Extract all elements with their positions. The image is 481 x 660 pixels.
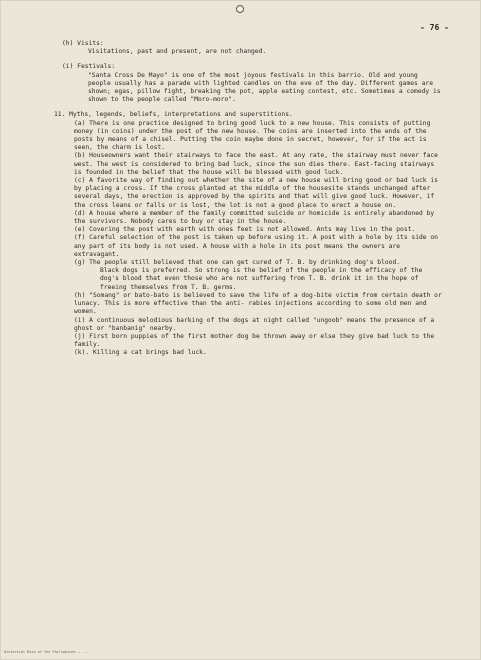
belief-paragraph-i: (i) A continuous melodious barking of the dogs at night called "ungoob" means the presence of a ghost or "banbanig" nearby.: [74, 316, 438, 332]
belief-paragraph-e: (e) Covering the post with earth with ones feet is not allowed. Ants may live in the post.: [74, 226, 416, 234]
section-heading: (i) Festivals:: [62, 63, 116, 71]
belief-paragraph-h: (h) "Somang" or bato-bato is believed to save the life of a dog-bite victim from certain death or lunacy. This is more effective than the anti- rabies injections according to some old men and women.: [74, 291, 446, 316]
section-text: Visitations, past and present, are not changed.: [88, 48, 267, 56]
belief-paragraph-c: (c) A favorite way of finding out whether the site of a new house will bring good or bad luck is by placing a cross. If the cross planted at the middle of the housesite stands unchanged after several days, the erection is approved by the spirits and that will give good luck. However, if the cross leans or falls or is lost, the lot is not a good place to erect a house on.: [74, 177, 442, 209]
belief-paragraph-g-cont: Black dogs is preferred. So strong is the belief of the people in the efficacy of the dog's blood that even those who are not suffering from T. B. drink it in the hope of freeing themselves from T. B. germs.: [100, 267, 427, 291]
scan-footer: Historical Data of the Philippines — ...: [4, 650, 89, 654]
page-content: [54, 40, 446, 365]
belief-paragraph-b: (b) Houseowners want their stairways to face the east. At any rate, the stairway must never face west. The west is considered to bring bad luck, since the sun dies there. East-facing stairways is founded in the belief that the house will be blessed with good luck.: [74, 152, 442, 176]
section-text: "Santa Cross De Mayo" is one of the most joyous festivals in this barrio. Old and young people usually has a parade with lighted candles on the eve of the day. Different games are shown; egas, pillow fight, breaking the pot, apple eating contest, etc. Sometimes a comedy is shown to the people called "Moro-moro".: [88, 71, 445, 104]
belief-paragraph-j: (j) First born puppies of the first mother dog be thrown away or else they give bad luck to the family.: [74, 332, 438, 349]
belief-paragraph-a: (a) There is one practice designed to bring good luck to a new house. This consists of putting money (in coins) under the post of the new house. The coins are inserted into the ends of the posts by means of a chisel. Putting the coin maybe done in secret, however, for if the act is seen, the charm is lost.: [74, 119, 435, 152]
belief-paragraph-d: (d) A house where a member of the family committed suicide or homicide is entirely abandoned by the survivors. Nobody cares to buy or stay in the house.: [74, 209, 438, 226]
section-i-festivals: [62, 63, 445, 104]
item-heading: 11. Myths, legends, beliefs, interpretations and superstitions.: [54, 111, 293, 119]
section-h-visits: [62, 40, 442, 56]
section-heading: (h) Visits:: [62, 40, 104, 47]
belief-paragraph-k: (k). Killing a cat brings bad luck.: [74, 349, 207, 357]
section-11-beliefs: [54, 111, 446, 357]
page-number: - 76 -: [420, 23, 449, 32]
belief-paragraph-f: (f) Careful selection of the post is taken up before using it. A post with a hole by its side on any part of its body is not used. A house with a hole in its post means the owners are extravagant.: [74, 234, 442, 258]
belief-paragraph-g: (g) The people still believed that one can get cured of T. B. by drinking dog's blood.: [74, 259, 401, 267]
punch-hole: [236, 5, 244, 13]
